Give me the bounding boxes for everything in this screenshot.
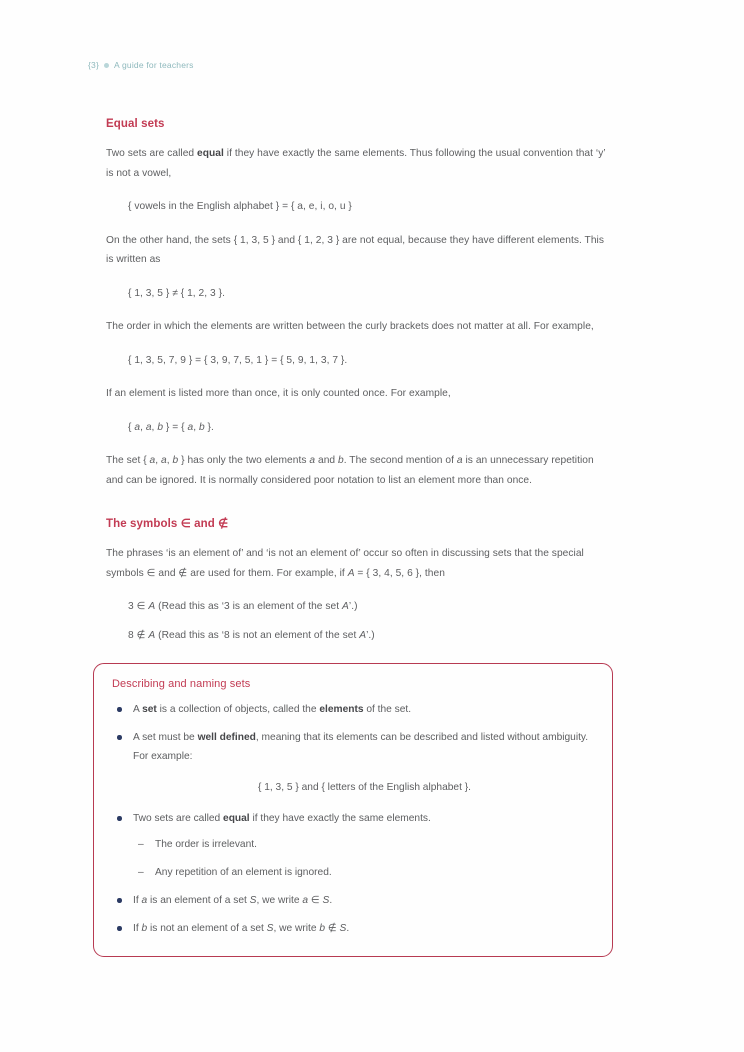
bullet-point-icon [117,816,122,821]
bullet-dot-icon [104,63,109,68]
bullet-point-icon [117,735,122,740]
section-heading: The symbols ∈ and ∉ [106,518,229,530]
list-item-text: A set must be well defined, meaning that its elements can be described and listed without ambiguity. For example: [133,732,589,762]
bullet-point-icon [117,926,122,931]
page-number: {3} [88,60,100,70]
section-heading: Equal sets [106,118,165,130]
body-paragraph: The order in which the elements are written between the curly brackets does not matter at all. For example, [106,321,594,332]
document-content [106,118,606,659]
math-expression: { 1, 3, 5 } ≠ { 1, 2, 3 }. [128,287,225,299]
math-expression: 8 ∉ A (Read this as ‘8 is not an element of the set A’.) [128,629,375,641]
bullet-point-icon [117,898,122,903]
example-expression: { 1, 3, 5 } and { letters of the English alphabet }. [258,782,471,793]
list-item [110,891,592,910]
list-item-text: Two sets are called equal if they have exactly the same elements. [133,813,431,824]
running-header-title: A guide for teachers [114,60,194,70]
list-item [110,809,592,882]
list-item-text: If a is an element of a set S, we write a ∈ S. [133,895,333,906]
sub-list-item [133,835,592,854]
dash-bullet-icon: – [138,839,144,850]
body-paragraph: The set { a, a, b } has only the two elements a and b. The second mention of a is an unnecessary repetition and can be ignored. It is normally considered poor notation to list an element more than once. [106,455,594,486]
summary-box-list [110,700,592,938]
summary-box [93,663,613,957]
math-expression: 3 ∈ A (Read this as ‘3 is an element of the set A’.) [128,601,358,612]
list-item-text: A set is a collection of objects, called the elements of the set. [133,704,412,715]
body-paragraph: Two sets are called equal if they have exactly the same elements. Thus following the usual convention that ‘y’ is not a vowel, [106,148,606,179]
body-paragraph: If an element is listed more than once, it is only counted once. For example, [106,388,451,399]
running-header [88,60,194,70]
body-paragraph: The phrases ‘is an element of’ and ‘is not an element of’ occur so often in discussing sets that the special symbols ∈ and ∉ are used for them. For example, if A = { 3, 4, 5, 6 }, then [106,548,584,579]
body-paragraph: On the other hand, the sets { 1, 3, 5 } and { 1, 2, 3 } are not equal, because they have different elements. This is written as [106,234,605,265]
dash-bullet-icon: – [138,867,144,878]
bullet-point-icon [117,707,122,712]
summary-box-title: Describing and naming sets [112,678,251,690]
list-item [110,728,592,797]
list-item [110,919,592,938]
sub-list [133,835,592,882]
math-expression: { a, a, b } = { a, b }. [128,421,214,433]
math-expression: { vowels in the English alphabet } = { a, e, i, o, u } [128,201,352,212]
list-item-text: If b is not an element of a set S, we write b ∉ S. [133,923,350,934]
sub-list-item-text: Any repetition of an element is ignored. [155,867,332,878]
list-item [110,700,592,719]
sub-list-item-text: The order is irrelevant. [155,839,257,850]
sub-list-item [133,863,592,882]
math-expression: { 1, 3, 5, 7, 9 } = { 3, 9, 7, 5, 1 } = { 5, 9, 1, 3, 7 }. [128,354,348,366]
